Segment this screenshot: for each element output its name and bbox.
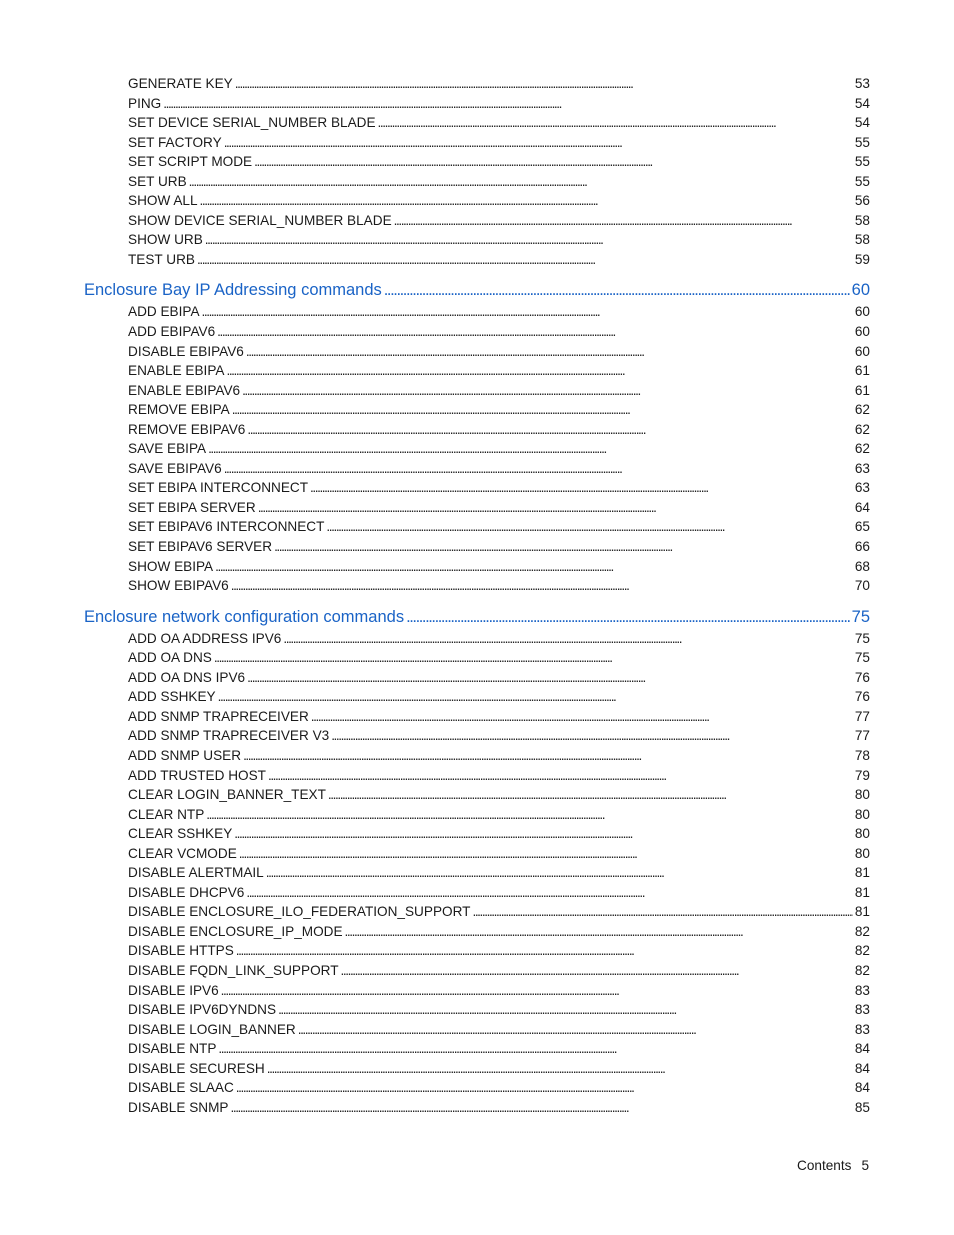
toc-entry-label: SHOW EBIPA	[128, 558, 214, 574]
dot-leader	[472, 902, 852, 922]
dot-leader	[258, 498, 853, 518]
dot-leader	[378, 113, 853, 133]
toc-entry[interactable]	[84, 498, 870, 518]
toc-page-number: 80	[854, 806, 870, 822]
toc-section-title: Enclosure network configuration commands	[84, 607, 405, 626]
toc-entry-label: SAVE EBIPAV6	[128, 460, 222, 476]
toc-entry-label: SET EBIPA INTERCONNECT	[128, 480, 309, 496]
dot-leader	[214, 648, 853, 668]
toc-section-link[interactable]	[84, 605, 870, 629]
dot-leader	[205, 230, 853, 250]
toc-entry-label: SHOW URB	[128, 232, 203, 248]
toc-page-number: 55	[854, 173, 870, 189]
toc-entry[interactable]	[84, 863, 870, 883]
toc-entry[interactable]	[84, 459, 870, 479]
toc-page-number: 59	[854, 251, 870, 267]
dot-leader	[235, 74, 853, 94]
toc-page-number: 83	[854, 982, 870, 998]
toc-entry[interactable]	[84, 172, 870, 192]
toc-page-number: 54	[854, 95, 870, 111]
toc-entry[interactable]	[84, 707, 870, 727]
dot-leader	[234, 824, 853, 844]
dot-leader	[218, 687, 853, 707]
toc-page-number: 80	[854, 826, 870, 842]
toc-page-number: 66	[854, 539, 870, 555]
toc-page-number: 76	[854, 669, 870, 685]
toc-entry-label: SAVE EBIPA	[128, 441, 207, 457]
dot-leader	[202, 302, 853, 322]
dot-leader	[221, 981, 853, 1001]
toc-entry[interactable]	[84, 420, 870, 440]
toc-entry[interactable]	[84, 961, 870, 981]
dot-leader	[267, 1059, 853, 1079]
page-number: 5	[861, 1158, 869, 1173]
toc-entry[interactable]	[84, 922, 870, 942]
toc-page-number: 58	[854, 232, 870, 248]
dot-leader	[236, 941, 853, 961]
toc-page-number: 75	[854, 630, 870, 646]
dot-leader	[311, 707, 853, 727]
toc-entry-label: SHOW ALL	[128, 193, 198, 209]
dot-leader	[328, 785, 853, 805]
dot-leader	[341, 961, 853, 981]
toc-page-number: 84	[854, 1080, 870, 1096]
dot-leader	[236, 1078, 853, 1098]
toc-entry[interactable]	[84, 113, 870, 133]
toc-entry-label: CLEAR VCMODE	[128, 845, 237, 861]
toc-entry-label: PING	[128, 95, 162, 111]
toc-entry-label: CLEAR LOGIN_BANNER_TEXT	[128, 787, 326, 803]
toc-entry[interactable]	[84, 1059, 870, 1079]
toc-entry-label: DISABLE LOGIN_BANNER	[128, 1021, 296, 1037]
toc-page-number: 55	[854, 134, 870, 150]
toc-entry[interactable]	[84, 824, 870, 844]
toc-entry[interactable]	[84, 250, 870, 270]
toc-entry[interactable]	[84, 302, 870, 322]
toc-entry-label: DISABLE EBIPAV6	[128, 343, 244, 359]
toc-entry-label: SET EBIPAV6 SERVER	[128, 539, 273, 555]
dot-leader	[331, 726, 853, 746]
toc-entry[interactable]	[84, 230, 870, 250]
toc-entry[interactable]	[84, 576, 870, 596]
toc-entry-label: ADD OA ADDRESS IPV6	[128, 630, 282, 646]
toc-page-number: 61	[854, 382, 870, 398]
toc-page-number: 82	[854, 962, 870, 978]
dot-leader	[247, 420, 853, 440]
toc-entry-label: SET DEVICE SERIAL_NUMBER BLADE	[128, 115, 376, 131]
toc-entry-label: GENERATE KEY	[128, 76, 233, 91]
dot-leader	[247, 668, 853, 688]
toc-page-number: 62	[854, 402, 870, 418]
toc-entry-label: DISABLE IPV6DYNDNS	[128, 1002, 277, 1018]
dot-leader	[231, 576, 853, 596]
dot-leader	[232, 400, 853, 420]
toc-entry-label: DISABLE NTP	[128, 1041, 217, 1057]
toc-entry-label: DISABLE ENCLOSURE_IP_MODE	[128, 923, 343, 939]
toc-entry-label: ADD OA DNS	[128, 650, 212, 666]
toc-entry[interactable]	[84, 941, 870, 961]
toc-entry-label: DISABLE FQDN_LINK_SUPPORT	[128, 962, 339, 978]
toc-page-number: 63	[854, 460, 870, 476]
toc-entry[interactable]	[84, 191, 870, 211]
toc-entry[interactable]	[84, 478, 870, 498]
dot-leader	[226, 361, 852, 381]
dot-leader	[394, 211, 853, 231]
toc-entry-label: ENABLE EBIPAV6	[128, 382, 241, 398]
dot-leader	[230, 1098, 852, 1118]
dot-leader	[218, 1039, 852, 1059]
toc-entry-label: ADD SSHKEY	[128, 689, 216, 705]
dot-leader	[274, 537, 853, 557]
toc-entry[interactable]	[84, 668, 870, 688]
toc-page-number: 70	[854, 578, 870, 594]
dot-leader	[215, 557, 853, 577]
toc-page-number: 60	[851, 281, 870, 300]
dot-leader	[298, 1020, 853, 1040]
dot-leader	[239, 844, 853, 864]
toc-entry-label: DISABLE SECURESH	[128, 1060, 265, 1076]
dot-leader	[406, 605, 850, 629]
footer-label: Contents	[797, 1158, 852, 1173]
dot-leader	[206, 805, 853, 825]
dot-leader	[310, 478, 853, 498]
toc-page-number: 60	[854, 343, 870, 359]
toc-entry[interactable]	[84, 517, 870, 537]
dot-leader	[224, 133, 853, 153]
toc-page-number: 80	[854, 787, 870, 803]
toc-page-number: 60	[854, 324, 870, 340]
toc-entry-label: ADD SNMP TRAPRECEIVER	[128, 708, 309, 724]
toc-entry-label: TEST URB	[128, 251, 195, 267]
toc-entry-label: ENABLE EBIPA	[128, 363, 225, 379]
toc-section-link[interactable]	[84, 278, 870, 302]
page-footer	[797, 1158, 869, 1173]
toc-entry[interactable]	[84, 439, 870, 459]
dot-leader	[326, 517, 852, 537]
toc-entry[interactable]	[84, 1098, 870, 1118]
toc-entry[interactable]	[84, 687, 870, 707]
toc-page-number: 62	[854, 441, 870, 457]
toc-page-number: 82	[854, 943, 870, 959]
toc-entry-label: CLEAR SSHKEY	[128, 826, 233, 842]
toc-entry-label: REMOVE EBIPAV6	[128, 421, 246, 437]
dot-leader	[345, 922, 853, 942]
toc-page-number: 81	[854, 865, 870, 881]
toc-entry-label: SET EBIPA SERVER	[128, 499, 256, 515]
dot-leader	[278, 1000, 853, 1020]
toc-entry[interactable]	[84, 805, 870, 825]
toc-entry-label: DISABLE ENCLOSURE_ILO_FEDERATION_SUPPORT	[128, 904, 471, 920]
toc-page-number: 63	[854, 480, 870, 496]
toc-page-number: 56	[854, 193, 870, 209]
toc-entry-label: ADD SNMP USER	[128, 747, 242, 763]
toc-entry-label: CLEAR NTP	[128, 806, 205, 822]
dot-leader	[268, 766, 853, 786]
toc-entry-label: DISABLE SNMP	[128, 1099, 229, 1115]
toc-entry[interactable]	[84, 381, 870, 401]
toc-page-number: 85	[854, 1099, 870, 1115]
toc-entry[interactable]	[84, 844, 870, 864]
toc-entry[interactable]	[84, 883, 870, 903]
toc-entry[interactable]	[84, 629, 870, 649]
toc-entry-label: SET FACTORY	[128, 134, 222, 150]
toc-page-number: 61	[854, 363, 870, 379]
toc-entry-label: ADD EBIPAV6	[128, 324, 216, 340]
toc-entry[interactable]	[84, 1020, 870, 1040]
toc-entry[interactable]	[84, 648, 870, 668]
toc-entry-label: DISABLE ALERTMAIL	[128, 865, 264, 881]
toc-page-number: 64	[854, 499, 870, 515]
dot-leader	[246, 883, 853, 903]
toc-page-number: 81	[854, 884, 870, 900]
dot-leader	[266, 863, 853, 883]
toc-entry-label: DISABLE SLAAC	[128, 1080, 234, 1096]
toc-entry-label: SET SCRIPT MODE	[128, 154, 253, 170]
toc-page-number: 77	[854, 708, 870, 724]
toc-entry[interactable]	[84, 1078, 870, 1098]
toc-entry[interactable]	[84, 746, 870, 766]
toc-page-number: 53	[854, 76, 870, 91]
dot-leader	[254, 152, 853, 172]
dot-leader	[163, 94, 853, 114]
toc-entry[interactable]	[84, 74, 870, 94]
toc-entry-label: ADD OA DNS IPV6	[128, 669, 246, 685]
dot-leader	[243, 746, 853, 766]
toc-page-number: 77	[854, 728, 870, 744]
toc-entry[interactable]	[84, 766, 870, 786]
toc-entry[interactable]	[84, 94, 870, 114]
toc-page-number: 84	[854, 1060, 870, 1076]
dot-leader	[283, 629, 853, 649]
toc-entry[interactable]	[84, 902, 870, 922]
dot-leader	[224, 459, 853, 479]
dot-leader	[242, 381, 853, 401]
toc-page-number: 55	[854, 154, 870, 170]
toc-page-number: 81	[854, 904, 870, 920]
toc-entry[interactable]	[84, 400, 870, 420]
dot-leader	[246, 342, 853, 362]
toc-page-number: 62	[854, 421, 870, 437]
dot-leader	[189, 172, 853, 192]
toc-page-number: 54	[854, 115, 870, 131]
toc-entry-label: DISABLE DHCPV6	[128, 884, 245, 900]
toc-entry[interactable]	[84, 322, 870, 342]
dot-leader	[208, 439, 853, 459]
toc-entry-label: ADD SNMP TRAPRECEIVER V3	[128, 728, 330, 744]
toc-page-number: 60	[854, 304, 870, 320]
dot-leader	[197, 250, 853, 270]
toc-entry-label: REMOVE EBIPA	[128, 402, 230, 418]
toc-entry[interactable]	[84, 152, 870, 172]
toc-entry-label: SET URB	[128, 173, 187, 189]
toc-entry[interactable]	[84, 1000, 870, 1020]
toc-entry-label: ADD EBIPA	[128, 304, 200, 320]
toc-page-number: 75	[854, 650, 870, 666]
toc-entry[interactable]	[84, 133, 870, 153]
toc-entry[interactable]	[84, 361, 870, 381]
toc-entry[interactable]	[84, 557, 870, 577]
dot-leader	[384, 278, 850, 302]
dot-leader	[200, 191, 853, 211]
toc-entry[interactable]	[84, 537, 870, 557]
toc-entry-label: SHOW DEVICE SERIAL_NUMBER BLADE	[128, 212, 392, 228]
toc-page-number: 83	[854, 1021, 870, 1037]
toc-entry[interactable]	[84, 1039, 870, 1059]
toc-entry-label: SET EBIPAV6 INTERCONNECT	[128, 519, 325, 535]
table-of-contents	[84, 74, 870, 1117]
toc-entry-label: DISABLE HTTPS	[128, 943, 234, 959]
toc-entry[interactable]	[84, 211, 870, 231]
toc-entry[interactable]	[84, 785, 870, 805]
toc-page-number: 84	[854, 1041, 870, 1057]
toc-page-number: 76	[854, 689, 870, 705]
toc-entry-label: ADD TRUSTED HOST	[128, 767, 266, 783]
toc-section-title: Enclosure Bay IP Addressing commands	[84, 281, 382, 300]
toc-entry[interactable]	[84, 981, 870, 1001]
toc-entry-label: SHOW EBIPAV6	[128, 578, 229, 594]
toc-page-number: 58	[854, 212, 870, 228]
toc-page-number: 83	[854, 1002, 870, 1018]
toc-entry-label: DISABLE IPV6	[128, 982, 219, 998]
toc-page-number: 80	[854, 845, 870, 861]
toc-entry[interactable]	[84, 342, 870, 362]
toc-page-number: 65	[854, 519, 870, 535]
toc-page-number: 68	[854, 558, 870, 574]
toc-entry[interactable]	[84, 726, 870, 746]
dot-leader	[217, 322, 853, 342]
toc-page-number: 82	[854, 923, 870, 939]
toc-page-number: 75	[851, 607, 870, 626]
toc-page-number: 78	[854, 747, 870, 763]
toc-page-number: 79	[854, 767, 870, 783]
